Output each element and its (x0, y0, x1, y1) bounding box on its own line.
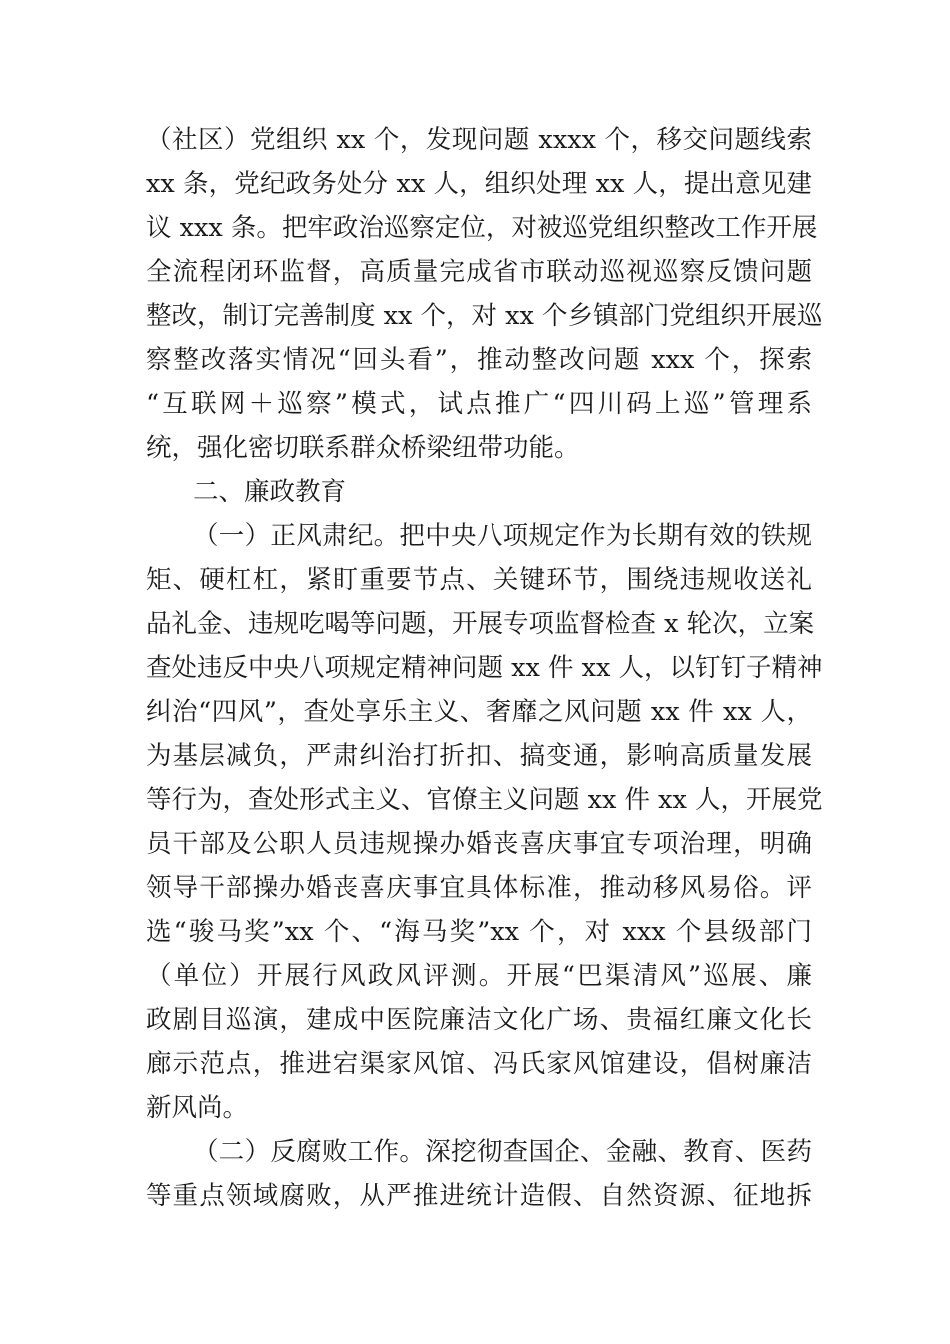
text-line: 统，强化密切联系群众桥梁纽带功能。 (146, 433, 580, 463)
text-line: 查处违反中央八项规定精神问题 xx 件 xx 人，以钉钉子精神 (146, 653, 823, 683)
text-line: 整改，制订完善制度 xx 个，对 xx 个乡镇部门党组织开展巡 (146, 301, 823, 331)
paragraph-subsection2 (146, 1130, 812, 1218)
text-line: xx 条，党纪政务处分 xx 人，组织处理 xx 人，提出意见建 (146, 169, 812, 199)
text-line: 廊示范点，推进宕渠家风馆、冯氏家风馆建设，倡树廉洁 (146, 1049, 812, 1079)
text-line: 议 xxx 条。把牢政治巡察定位，对被巡党组织整改工作开展 (146, 213, 818, 243)
text-line: 政剧目巡演，建成中医院廉洁文化广场、贵福红廉文化长 (146, 1005, 812, 1035)
text-line: 员干部及公职人员违规操办婚丧喜庆事宜专项治理，明确 (146, 829, 812, 859)
section-heading: 二、廉政教育 (193, 477, 347, 507)
text-line: 全流程闭环监督，高质量完成省市联动巡视巡察反馈问题 (146, 257, 812, 287)
text-line: 等重点领域腐败，从严推进统计造假、自然资源、征地拆 (146, 1181, 812, 1211)
text-line: 领导干部操办婚丧喜庆事宜具体标准，推动移风易俗。评 (146, 873, 812, 903)
text-line: （社区）党组织 xx 个，发现问题 xxxx 个，移交问题线索 (146, 125, 812, 155)
text-line: （二）反腐败工作。深挖彻查国企、金融、教育、医药 (193, 1137, 812, 1167)
text-line: 选“骏马奖”xx 个、“海马奖”xx 个，对 xxx 个县级部门 (146, 917, 812, 947)
text-line: 新风尚。 (146, 1093, 249, 1123)
text-line: 品礼金、违规吃喝等问题，开展专项监督检查 x 轮次，立案 (146, 609, 815, 639)
paragraph-subsection1 (146, 514, 823, 1130)
text-line: （单位）开展行风政风评测。开展“巴渠清风”巡展、廉 (146, 961, 812, 991)
document-body (146, 118, 823, 1218)
text-line: 察整改落实情况“回头看”，推动整改问题 xxx 个，探索 (146, 345, 812, 375)
text-line: （一）正风肃纪。把中央八项规定作为长期有效的铁规 (193, 521, 812, 551)
text-line: 等行为，查处形式主义、官僚主义问题 xx 件 xx 人，开展党 (146, 785, 823, 815)
text-line: “互联网＋巡察”模式，试点推广“四川码上巡”管理系 (146, 389, 812, 419)
text-line: 为基层减负，严肃纠治打折扣、搞变通，影响高质量发展 (146, 741, 812, 771)
text-line: 矩、硬杠杠，紧盯重要节点、关键环节，围绕违规收送礼 (146, 565, 812, 595)
text-line: 纠治“四风”，查处享乐主义、奢靡之风问题 xx 件 xx 人， (146, 697, 812, 727)
paragraph-section1-tail (146, 118, 823, 470)
